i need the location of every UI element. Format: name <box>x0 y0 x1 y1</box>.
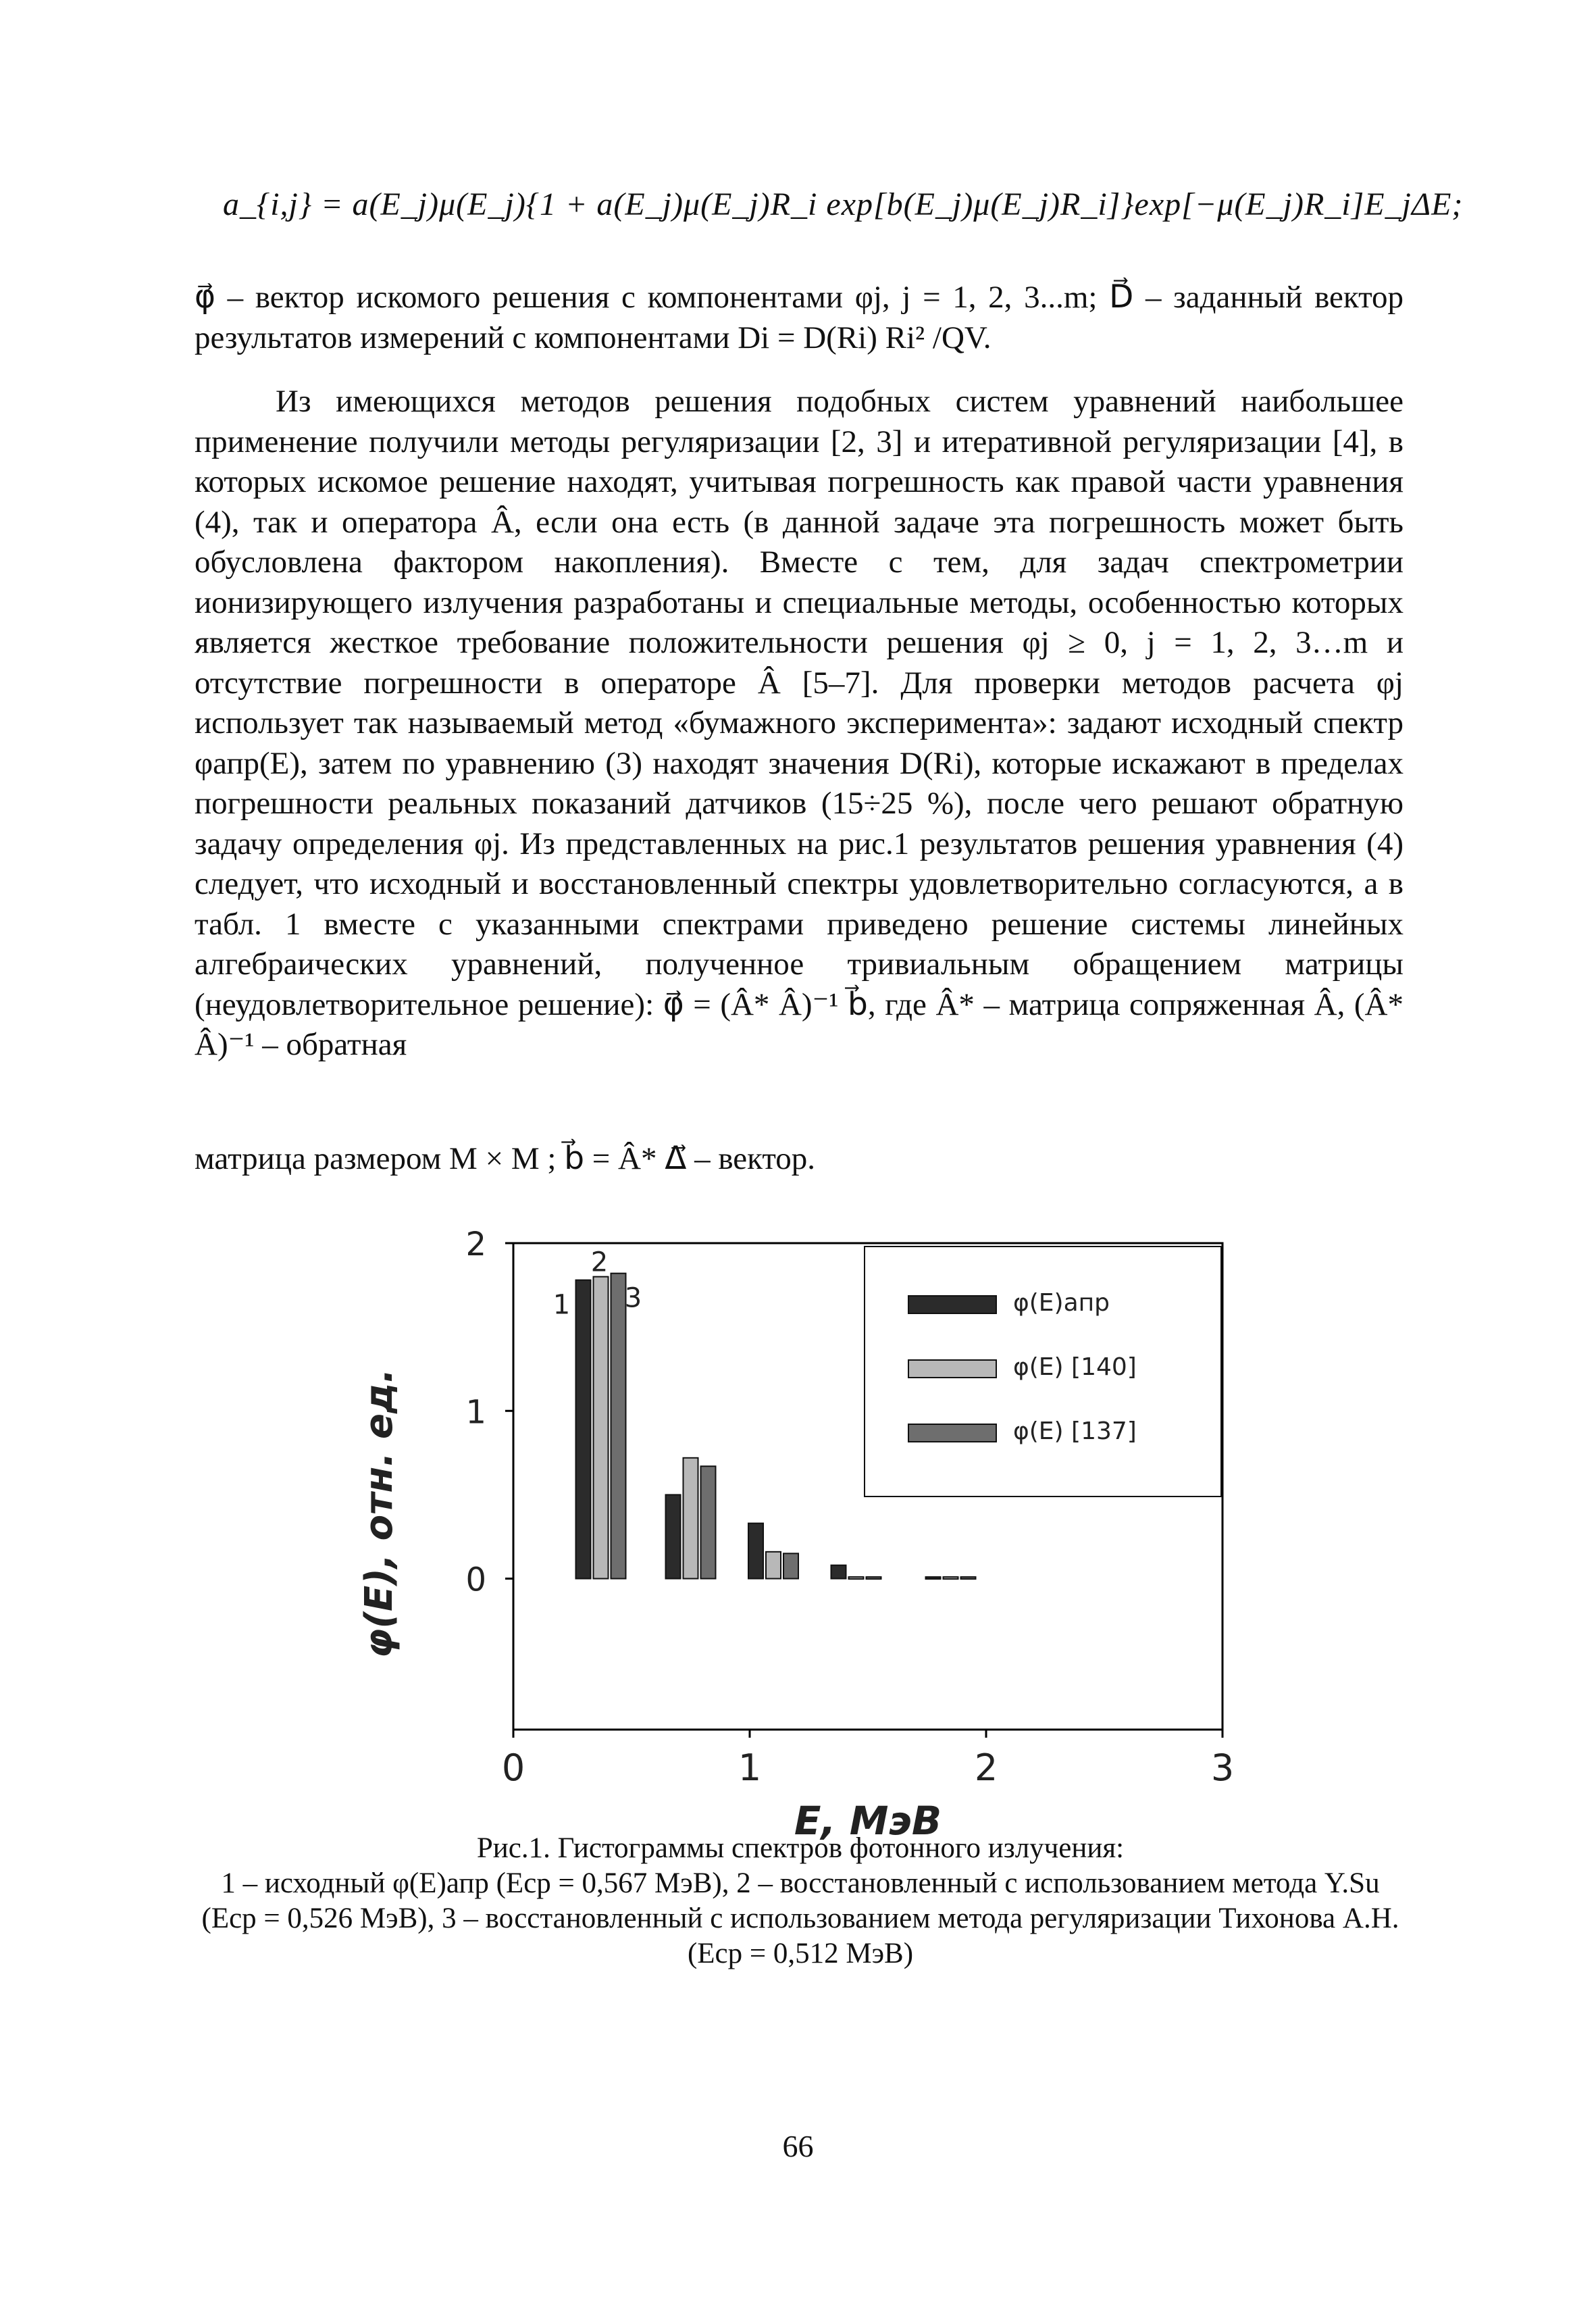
bar-series-1 <box>576 1280 591 1579</box>
equation-line: a_{i,j} = a(E_j)μ(E_j){1 + a(E_j)μ(E_j)R_i exp[b(E_j)μ(E_j)R_i]}exp[−μ(E_j)R_i]E_jΔE; <box>223 186 1464 222</box>
bar-series-3 <box>701 1466 716 1578</box>
bar-series-1 <box>748 1524 763 1579</box>
bar-series-3 <box>611 1274 626 1579</box>
bar-series-3 <box>867 1577 881 1579</box>
main-paragraph-text: Из имеющихся методов решения подобных систем уравнений наибольшее применение получили методы регуляризации [2, 3] и итеративной регуляризации [4], в которых искомое решение находят, учитывая погрешность как правой части уравнения (4), так и оператора Â, если она есть (в данной задаче эта погрешность может быть обусловлена фактором накопления). Вместе с тем, для задач спектрометрии ионизирующего излучения разработаны и специальные методы, особенностью которых является жесткое требование положительности решения φj ≥ 0, j = 1, 2, 3…m и отсутствие погрешности в операторе Â [5–7]. Для проверки методов расчета φj использует так называемый метод «бумажного эксперимента»: задают исходный спектр φапр(E), затем по уравнению (3) находят значения D(Ri), которые искажают в пределах погрешности реальных показаний датчиков (15÷25 %), после чего решают обратную задачу определения φj. Из представленных на рис.1 результатов решения уравнения (4) следует, что исходный и восстановленный спектры удовлетворительно согласуются, а в табл. 1 вместе с указанными спектрами приведено решение системы линейных алгебраических уравнений, полученное тривиальным обращением матрицы (неудовлетворительное решение): φ⃗ = (Â* Â)⁻¹ b⃗, где Â* – матрица сопряженная Â, (Â* Â)⁻¹ – обратная <box>195 384 1404 1062</box>
bar-series-2 <box>944 1577 958 1579</box>
legend-label: φ(E) [137] <box>1013 1417 1137 1445</box>
legend-label: φ(E)апр <box>1013 1289 1110 1317</box>
x-tick-label: 2 <box>974 1746 998 1789</box>
figure-1 <box>324 1203 1283 1851</box>
caption-title: Рис.1. Гистограммы спектров фотонного излучения: <box>476 1832 1125 1864</box>
main-paragraph <box>195 382 1404 1065</box>
bar-label: 3 <box>624 1282 642 1314</box>
y-tick-label: 1 <box>465 1393 486 1432</box>
bar-series-2 <box>684 1458 698 1579</box>
page-number: 66 <box>782 2129 814 2163</box>
matrix-definition-text: матрица размером M × M ; b⃗ = Â* Δ⃗ – вектор. <box>195 1141 816 1176</box>
bar-series-2 <box>849 1577 864 1579</box>
y-tick-label: 0 <box>465 1561 486 1599</box>
bar-series-2 <box>766 1552 781 1579</box>
bar-series-3 <box>961 1577 976 1579</box>
x-tick-label: 3 <box>1210 1746 1235 1789</box>
vector-definitions <box>195 277 1404 358</box>
bar-series-3 <box>783 1553 798 1578</box>
legend-swatch <box>908 1360 996 1378</box>
caption-text: 1 – исходный φ(E)апр (Eср = 0,567 МэВ), 2 – восстановленный с использованием метода Y.Su (Eср = 0,526 МэВ), 3 – восстановленный с использованием метода регуляризации Тихонова А.Н. (Eср = 0,512 МэВ) <box>201 1867 1399 1969</box>
legend-label: φ(E) [140] <box>1013 1353 1137 1381</box>
bar-series-1 <box>926 1577 941 1579</box>
bar-label: 1 <box>552 1289 571 1321</box>
legend-swatch <box>908 1296 996 1313</box>
bar-series-1 <box>831 1565 846 1579</box>
x-tick-label: 1 <box>738 1746 762 1789</box>
bar-series-1 <box>666 1494 681 1578</box>
histogram-chart <box>324 1203 1283 1851</box>
figure-caption <box>196 1831 1405 1971</box>
x-tick-label: 0 <box>501 1746 525 1789</box>
matrix-definition <box>195 1138 1404 1179</box>
y-tick-label: 2 <box>465 1226 486 1263</box>
definitions-text: φ⃗ – вектор искомого решения с компонентами φj, j = 1, 2, 3...m; D⃗ – заданный вектор результатов измерений с компонентами Di = D(Ri) Ri² /QV. <box>195 280 1404 355</box>
legend-swatch <box>908 1424 996 1442</box>
bar-label: 2 <box>590 1247 609 1278</box>
bar-series-2 <box>594 1277 609 1579</box>
y-axis-title: φ(E), отн. ед. <box>357 1368 401 1659</box>
x-axis-title: E, МэВ <box>794 1798 942 1844</box>
